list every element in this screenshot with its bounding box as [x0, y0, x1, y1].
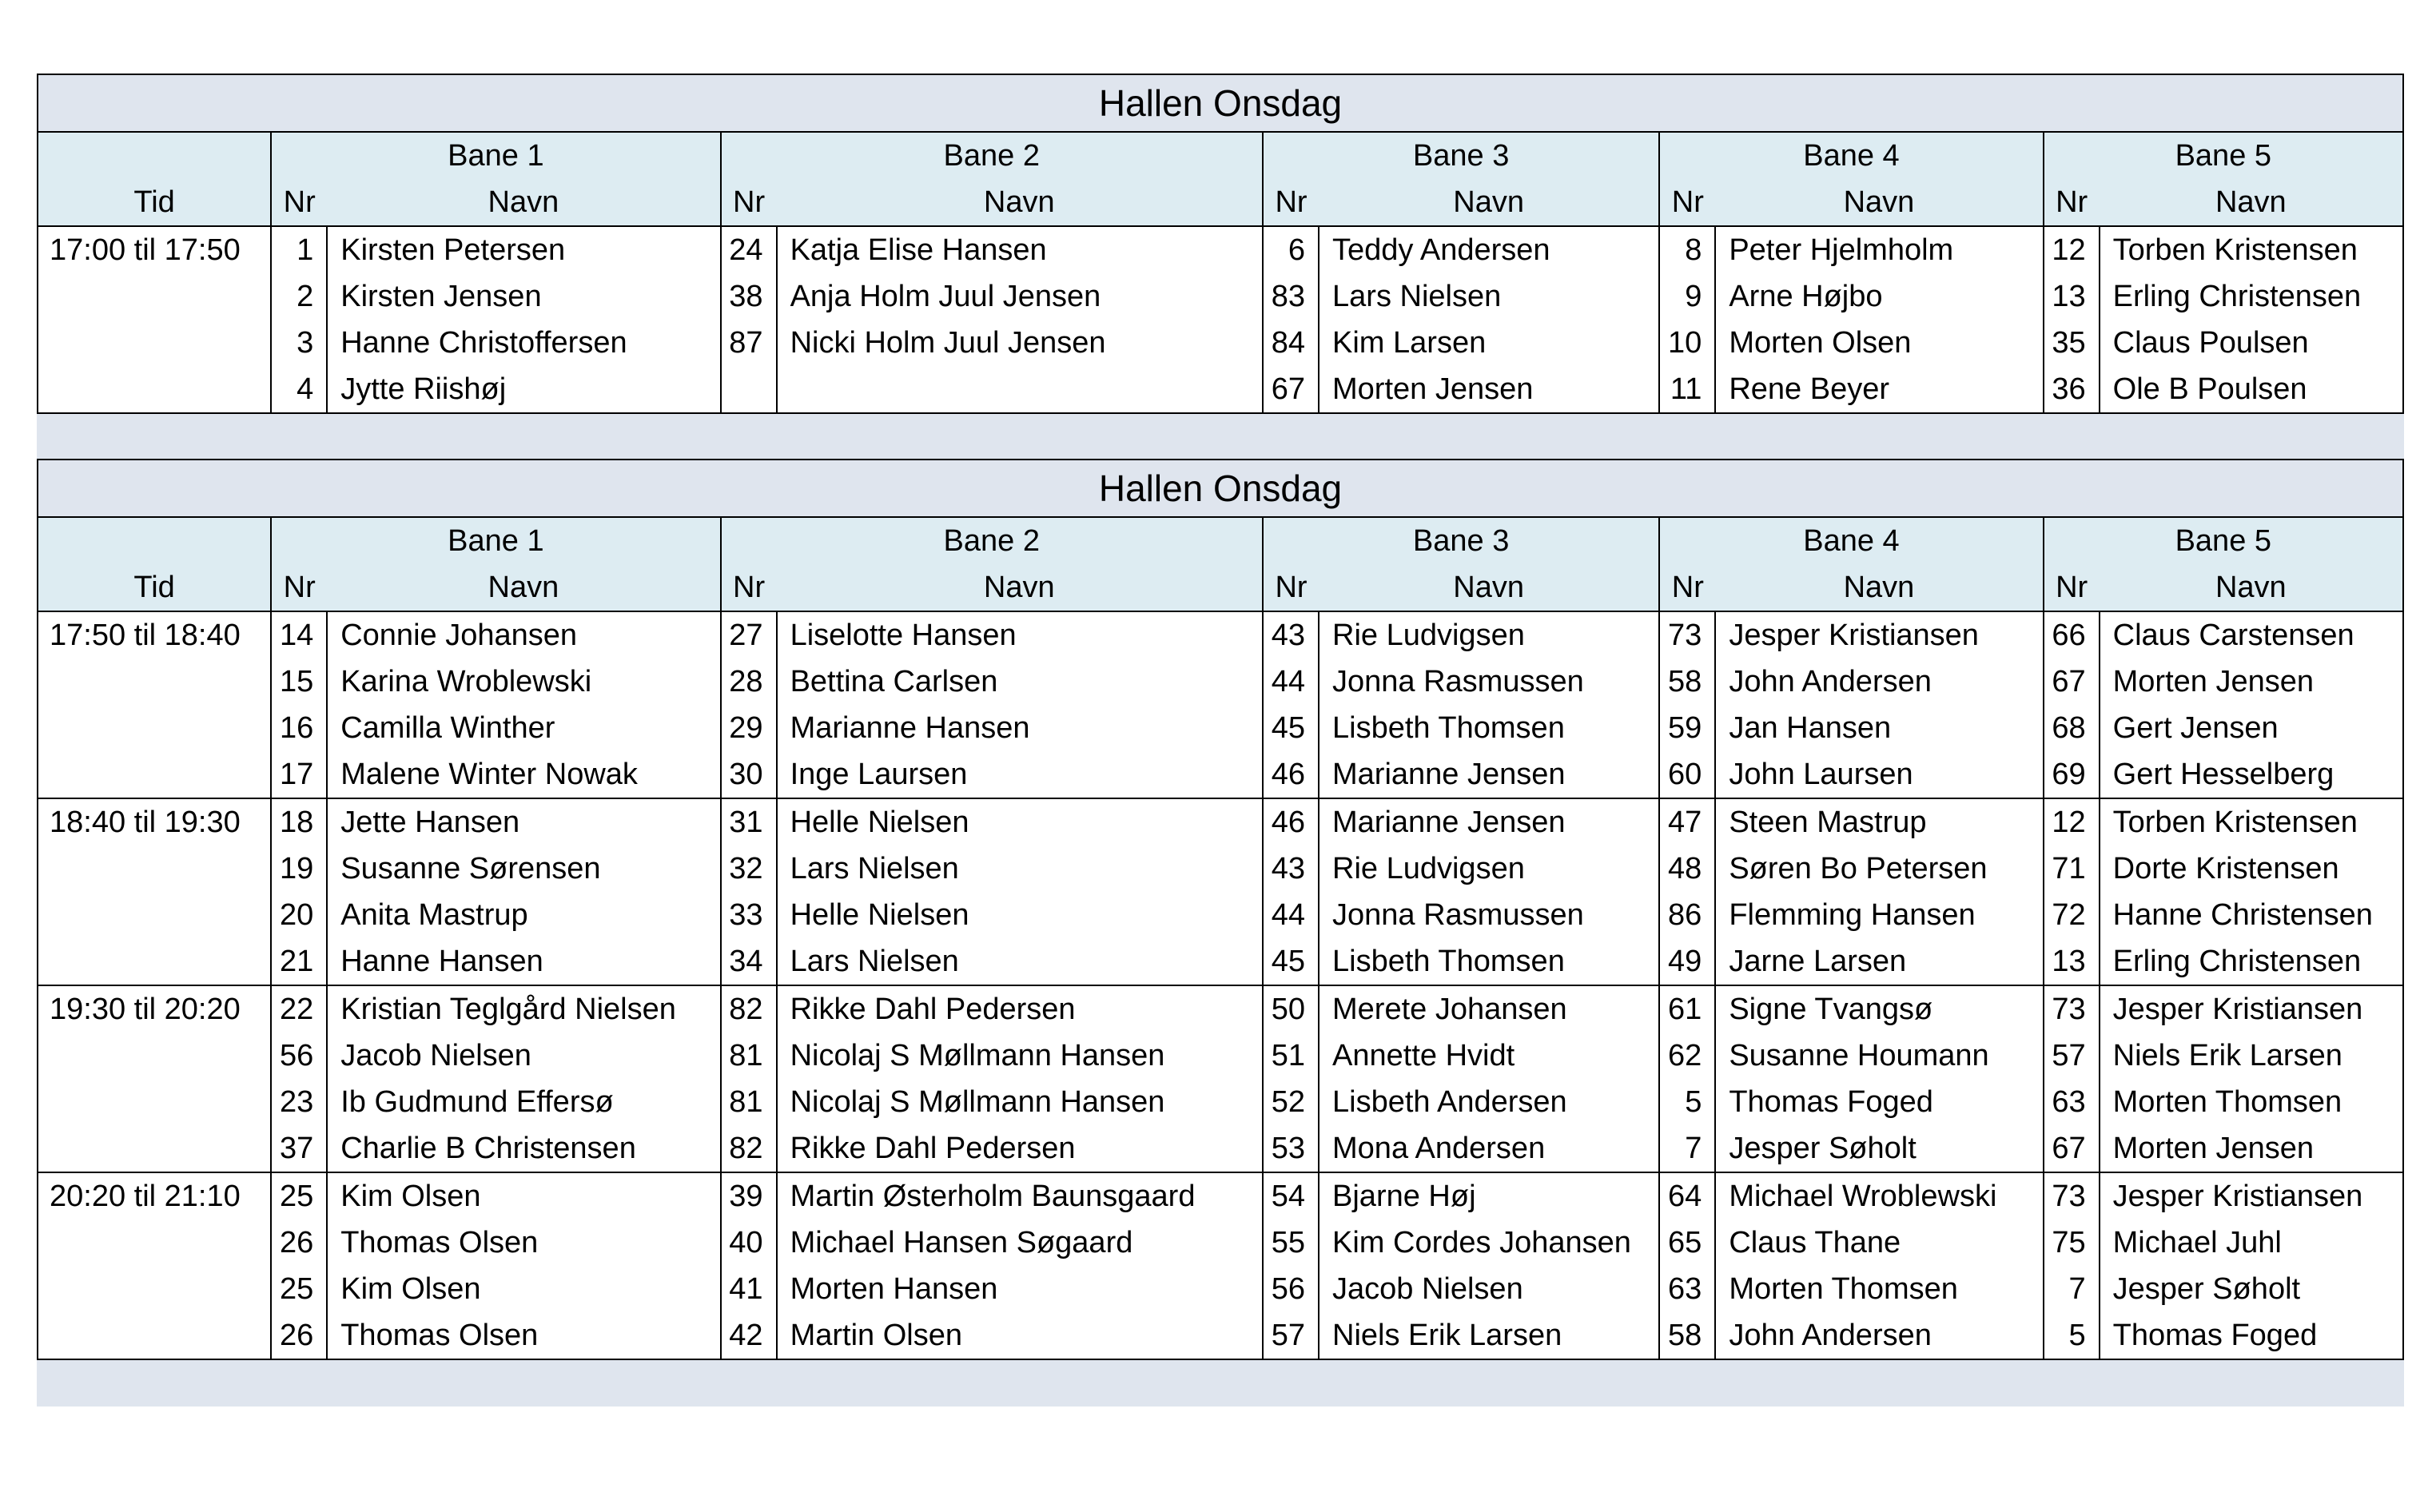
- player-name: Morten Jensen: [2100, 659, 2403, 705]
- player-nr: 13: [2044, 273, 2100, 320]
- player-name: Martin Olsen: [777, 1312, 1263, 1359]
- lane-header-2: Bane 2: [721, 133, 1263, 179]
- player-nr: 81: [721, 1079, 777, 1125]
- player-name: Morten Olsen: [1715, 320, 2043, 366]
- player-nr: 38: [721, 273, 777, 320]
- player-name: Bjarne Høj: [1319, 1172, 1659, 1220]
- player-nr: 22: [271, 985, 327, 1033]
- table-footer-bar: [37, 1360, 2404, 1407]
- column-header-tid: Tid: [38, 564, 271, 611]
- column-header-nr: Nr: [2044, 179, 2100, 226]
- player-name: Kim Olsen: [327, 1266, 720, 1312]
- table-row: [38, 1033, 2403, 1079]
- player-nr: 30: [721, 751, 777, 798]
- player-nr: 31: [721, 798, 777, 846]
- column-header-nr: Nr: [2044, 564, 2100, 611]
- player-nr: 62: [1659, 1033, 1715, 1079]
- table-row: [38, 1079, 2403, 1125]
- player-name: Steen Mastrup: [1715, 798, 2043, 846]
- table-body: [38, 611, 2403, 1359]
- player-name: Morten Jensen: [1319, 366, 1659, 413]
- player-nr: 25: [271, 1266, 327, 1312]
- player-nr: 43: [1263, 846, 1319, 892]
- player-nr: 56: [271, 1033, 327, 1079]
- schedule-table-2: [37, 459, 2404, 1407]
- player-name: Signe Tvangsø: [1715, 985, 2043, 1033]
- player-nr: 4: [271, 366, 327, 413]
- table-row: [38, 985, 2403, 1033]
- player-nr: 84: [1263, 320, 1319, 366]
- table-title: Hallen Onsdag: [37, 459, 2404, 518]
- player-nr: 87: [721, 320, 777, 366]
- column-header-tid: Tid: [38, 179, 271, 226]
- player-nr: 45: [1263, 938, 1319, 985]
- column-header-row: [38, 179, 2403, 226]
- lane-header-4: Bane 4: [1659, 133, 2043, 179]
- player-nr: 46: [1263, 751, 1319, 798]
- player-name: Michael Wroblewski: [1715, 1172, 2043, 1220]
- player-name: Ib Gudmund Effersø: [327, 1079, 720, 1125]
- player-name: Flemming Hansen: [1715, 892, 2043, 938]
- table-row: [38, 751, 2403, 798]
- player-name: Anja Holm Juul Jensen: [777, 273, 1263, 320]
- player-name: Jonna Rasmussen: [1319, 892, 1659, 938]
- table-row: [38, 798, 2403, 846]
- table-row: [38, 846, 2403, 892]
- lane-table: [37, 133, 2404, 414]
- time-slot: 20:20 til 21:10: [38, 1172, 271, 1359]
- player-name: Jan Hansen: [1715, 705, 2043, 751]
- player-name: Lisbeth Thomsen: [1319, 705, 1659, 751]
- player-nr: 86: [1659, 892, 1715, 938]
- player-nr: 47: [1659, 798, 1715, 846]
- player-name: Thomas Foged: [1715, 1079, 2043, 1125]
- player-name: Niels Erik Larsen: [1319, 1312, 1659, 1359]
- player-name: Thomas Olsen: [327, 1220, 720, 1266]
- player-name: Kirsten Petersen: [327, 226, 720, 273]
- player-nr: 44: [1263, 659, 1319, 705]
- header-blank-cell: [38, 133, 271, 179]
- player-nr: 11: [1659, 366, 1715, 413]
- player-name: Jarne Larsen: [1715, 938, 2043, 985]
- table-footer-bar: [37, 414, 2404, 460]
- table-row: [38, 320, 2403, 366]
- player-name: Jonna Rasmussen: [1319, 659, 1659, 705]
- player-name: Hanne Christensen: [2100, 892, 2403, 938]
- player-name: Claus Carstensen: [2100, 611, 2403, 659]
- player-name: Kim Larsen: [1319, 320, 1659, 366]
- player-nr: 1: [271, 226, 327, 273]
- player-nr: 73: [2044, 985, 2100, 1033]
- player-nr: 21: [271, 938, 327, 985]
- player-nr: 64: [1659, 1172, 1715, 1220]
- player-nr: 49: [1659, 938, 1715, 985]
- player-nr: 6: [1263, 226, 1319, 273]
- player-name: Dorte Kristensen: [2100, 846, 2403, 892]
- player-name: Nicki Holm Juul Jensen: [777, 320, 1263, 366]
- player-nr: 28: [721, 659, 777, 705]
- player-nr: 33: [721, 892, 777, 938]
- column-header-navn: Navn: [327, 564, 720, 611]
- lane-header-3: Bane 3: [1263, 518, 1659, 564]
- player-name: Kristian Teglgård Nielsen: [327, 985, 720, 1033]
- table-row: [38, 611, 2403, 659]
- player-name: Jacob Nielsen: [1319, 1266, 1659, 1312]
- player-nr: 17: [271, 751, 327, 798]
- player-nr: 37: [271, 1125, 327, 1172]
- player-nr: 40: [721, 1220, 777, 1266]
- player-nr: 19: [271, 846, 327, 892]
- column-header-navn: Navn: [777, 179, 1263, 226]
- table-row: [38, 1266, 2403, 1312]
- lane-header-5: Bane 5: [2044, 133, 2403, 179]
- table-header: [38, 518, 2403, 611]
- player-name: Gert Jensen: [2100, 705, 2403, 751]
- player-name: Jytte Riishøj: [327, 366, 720, 413]
- player-nr: 26: [271, 1220, 327, 1266]
- player-name: Connie Johansen: [327, 611, 720, 659]
- player-nr: 39: [721, 1172, 777, 1220]
- player-name: Lisbeth Andersen: [1319, 1079, 1659, 1125]
- player-name: Lars Nielsen: [1319, 273, 1659, 320]
- player-nr: 58: [1659, 1312, 1715, 1359]
- player-name: John Laursen: [1715, 751, 2043, 798]
- column-header-nr: Nr: [1263, 179, 1319, 226]
- player-name: Helle Nielsen: [777, 892, 1263, 938]
- player-nr: 69: [2044, 751, 2100, 798]
- column-header-nr: Nr: [271, 179, 327, 226]
- player-name: Michael Juhl: [2100, 1220, 2403, 1266]
- player-name: Bettina Carlsen: [777, 659, 1263, 705]
- column-header-navn: Navn: [2100, 179, 2403, 226]
- player-name: Rikke Dahl Pedersen: [777, 985, 1263, 1033]
- player-name: Liselotte Hansen: [777, 611, 1263, 659]
- column-header-navn: Navn: [1715, 564, 2043, 611]
- player-name: Kirsten Jensen: [327, 273, 720, 320]
- column-header-navn: Navn: [1319, 564, 1659, 611]
- player-nr: 25: [271, 1172, 327, 1220]
- player-name: Lars Nielsen: [777, 846, 1263, 892]
- player-name: Hanne Christoffersen: [327, 320, 720, 366]
- column-header-navn: Navn: [777, 564, 1263, 611]
- player-nr: 54: [1263, 1172, 1319, 1220]
- player-name: Kim Cordes Johansen: [1319, 1220, 1659, 1266]
- column-header-nr: Nr: [1263, 564, 1319, 611]
- player-name: Søren Bo Petersen: [1715, 846, 2043, 892]
- player-nr: 81: [721, 1033, 777, 1079]
- player-name: Lisbeth Thomsen: [1319, 938, 1659, 985]
- column-header-navn: Navn: [1319, 179, 1659, 226]
- lane-header-2: Bane 2: [721, 518, 1263, 564]
- player-name: Teddy Andersen: [1319, 226, 1659, 273]
- column-header-nr: Nr: [271, 564, 327, 611]
- player-name: Michael Hansen Søgaard: [777, 1220, 1263, 1266]
- player-name: John Andersen: [1715, 659, 2043, 705]
- player-nr: 27: [721, 611, 777, 659]
- player-nr: 3: [271, 320, 327, 366]
- player-name: Marianne Jensen: [1319, 798, 1659, 846]
- player-nr: 42: [721, 1312, 777, 1359]
- player-name: Jesper Kristiansen: [1715, 611, 2043, 659]
- player-name: Torben Kristensen: [2100, 226, 2403, 273]
- player-name: Claus Poulsen: [2100, 320, 2403, 366]
- player-nr: 41: [721, 1266, 777, 1312]
- table-row: [38, 705, 2403, 751]
- player-nr: 67: [2044, 659, 2100, 705]
- player-name: Merete Johansen: [1319, 985, 1659, 1033]
- player-name: John Andersen: [1715, 1312, 2043, 1359]
- player-name: Arne Højbo: [1715, 273, 2043, 320]
- player-nr: 18: [271, 798, 327, 846]
- column-header-nr: Nr: [721, 564, 777, 611]
- player-nr: 52: [1263, 1079, 1319, 1125]
- table-body: [38, 226, 2403, 413]
- player-nr: 36: [2044, 366, 2100, 413]
- player-nr: 35: [2044, 320, 2100, 366]
- player-name: Hanne Hansen: [327, 938, 720, 985]
- table-row: [38, 659, 2403, 705]
- player-nr: 63: [2044, 1079, 2100, 1125]
- lane-header-5: Bane 5: [2044, 518, 2403, 564]
- table-row: [38, 1125, 2403, 1172]
- player-nr: 5: [1659, 1079, 1715, 1125]
- player-nr: 32: [721, 846, 777, 892]
- player-name: Torben Kristensen: [2100, 798, 2403, 846]
- player-name: Kim Olsen: [327, 1172, 720, 1220]
- player-name: Lars Nielsen: [777, 938, 1263, 985]
- player-nr: 73: [1659, 611, 1715, 659]
- table-row: [38, 1172, 2403, 1220]
- player-nr: 5: [2044, 1312, 2100, 1359]
- player-nr: 48: [1659, 846, 1715, 892]
- player-nr: 24: [721, 226, 777, 273]
- player-nr: 68: [2044, 705, 2100, 751]
- player-name: Nicolaj S Møllmann Hansen: [777, 1079, 1263, 1125]
- player-nr: 56: [1263, 1266, 1319, 1312]
- player-name: Rene Beyer: [1715, 366, 2043, 413]
- player-name: Thomas Foged: [2100, 1312, 2403, 1359]
- schedule-table-1: [37, 74, 2404, 460]
- player-nr: 14: [271, 611, 327, 659]
- player-nr: 12: [2044, 798, 2100, 846]
- player-nr: 65: [1659, 1220, 1715, 1266]
- player-name: Erling Christensen: [2100, 938, 2403, 985]
- player-nr: 26: [271, 1312, 327, 1359]
- player-name: Rikke Dahl Pedersen: [777, 1125, 1263, 1172]
- player-nr: 83: [1263, 273, 1319, 320]
- player-name: Rie Ludvigsen: [1319, 846, 1659, 892]
- column-header-navn: Navn: [327, 179, 720, 226]
- time-slot: 17:50 til 18:40: [38, 611, 271, 798]
- player-name: Marianne Jensen: [1319, 751, 1659, 798]
- column-header-navn: Navn: [2100, 564, 2403, 611]
- player-name: Morten Thomsen: [1715, 1266, 2043, 1312]
- player-nr: 55: [1263, 1220, 1319, 1266]
- player-name: Jesper Kristiansen: [2100, 1172, 2403, 1220]
- player-name: Nicolaj S Møllmann Hansen: [777, 1033, 1263, 1079]
- player-name: Martin Østerholm Baunsgaard: [777, 1172, 1263, 1220]
- player-name: Susanne Houmann: [1715, 1033, 2043, 1079]
- table-row: [38, 1220, 2403, 1266]
- player-name: Ole B Poulsen: [2100, 366, 2403, 413]
- player-nr: 82: [721, 985, 777, 1033]
- player-name: Erling Christensen: [2100, 273, 2403, 320]
- player-name: Inge Laursen: [777, 751, 1263, 798]
- player-nr: 50: [1263, 985, 1319, 1033]
- player-name: Morten Jensen: [2100, 1125, 2403, 1172]
- player-nr: 57: [2044, 1033, 2100, 1079]
- player-nr: 7: [2044, 1266, 2100, 1312]
- player-name: Marianne Hansen: [777, 705, 1263, 751]
- player-nr: 34: [721, 938, 777, 985]
- player-nr: 29: [721, 705, 777, 751]
- column-header-row: [38, 564, 2403, 611]
- player-nr: 59: [1659, 705, 1715, 751]
- lane-header-row: [38, 133, 2403, 179]
- player-nr: 10: [1659, 320, 1715, 366]
- player-name: [777, 366, 1263, 413]
- player-nr: 58: [1659, 659, 1715, 705]
- player-nr: 16: [271, 705, 327, 751]
- player-name: Katja Elise Hansen: [777, 226, 1263, 273]
- player-name: Charlie B Christensen: [327, 1125, 720, 1172]
- player-nr: 72: [2044, 892, 2100, 938]
- player-nr: 66: [2044, 611, 2100, 659]
- player-nr: 71: [2044, 846, 2100, 892]
- player-nr: [721, 366, 777, 413]
- player-nr: 12: [2044, 226, 2100, 273]
- player-nr: 9: [1659, 273, 1715, 320]
- player-name: Rie Ludvigsen: [1319, 611, 1659, 659]
- lane-header-3: Bane 3: [1263, 133, 1659, 179]
- lane-header-1: Bane 1: [271, 133, 720, 179]
- table-title: Hallen Onsdag: [37, 74, 2404, 133]
- player-name: Susanne Sørensen: [327, 846, 720, 892]
- table-row: [38, 226, 2403, 273]
- table-row: [38, 366, 2403, 413]
- lane-table: [37, 518, 2404, 1360]
- player-name: Jesper Søholt: [1715, 1125, 2043, 1172]
- player-nr: 60: [1659, 751, 1715, 798]
- column-header-nr: Nr: [721, 179, 777, 226]
- player-nr: 20: [271, 892, 327, 938]
- table-row: [38, 892, 2403, 938]
- player-name: Thomas Olsen: [327, 1312, 720, 1359]
- player-nr: 8: [1659, 226, 1715, 273]
- player-nr: 7: [1659, 1125, 1715, 1172]
- lane-header-4: Bane 4: [1659, 518, 2043, 564]
- player-nr: 67: [1263, 366, 1319, 413]
- player-name: Morten Hansen: [777, 1266, 1263, 1312]
- player-name: Gert Hesselberg: [2100, 751, 2403, 798]
- lane-header-row: [38, 518, 2403, 564]
- player-nr: 82: [721, 1125, 777, 1172]
- time-slot: 19:30 til 20:20: [38, 985, 271, 1172]
- player-name: Anita Mastrup: [327, 892, 720, 938]
- player-nr: 23: [271, 1079, 327, 1125]
- player-nr: 43: [1263, 611, 1319, 659]
- player-nr: 44: [1263, 892, 1319, 938]
- player-name: Camilla Winther: [327, 705, 720, 751]
- player-name: Mona Andersen: [1319, 1125, 1659, 1172]
- player-nr: 51: [1263, 1033, 1319, 1079]
- player-nr: 46: [1263, 798, 1319, 846]
- time-slot: 18:40 til 19:30: [38, 798, 271, 985]
- player-name: Karina Wroblewski: [327, 659, 720, 705]
- player-nr: 13: [2044, 938, 2100, 985]
- player-nr: 75: [2044, 1220, 2100, 1266]
- header-blank-cell: [38, 518, 271, 564]
- column-header-nr: Nr: [1659, 179, 1715, 226]
- player-name: Jesper Kristiansen: [2100, 985, 2403, 1033]
- column-header-nr: Nr: [1659, 564, 1715, 611]
- table-row: [38, 273, 2403, 320]
- player-name: Jette Hansen: [327, 798, 720, 846]
- player-name: Morten Thomsen: [2100, 1079, 2403, 1125]
- table-row: [38, 1312, 2403, 1359]
- player-name: Peter Hjelmholm: [1715, 226, 2043, 273]
- player-name: Niels Erik Larsen: [2100, 1033, 2403, 1079]
- player-nr: 61: [1659, 985, 1715, 1033]
- player-name: Claus Thane: [1715, 1220, 2043, 1266]
- table-header: [38, 133, 2403, 226]
- player-nr: 15: [271, 659, 327, 705]
- player-nr: 53: [1263, 1125, 1319, 1172]
- table-row: [38, 938, 2403, 985]
- time-slot: 17:00 til 17:50: [38, 226, 271, 413]
- player-name: Annette Hvidt: [1319, 1033, 1659, 1079]
- player-nr: 63: [1659, 1266, 1715, 1312]
- player-nr: 45: [1263, 705, 1319, 751]
- player-name: Jacob Nielsen: [327, 1033, 720, 1079]
- player-name: Jesper Søholt: [2100, 1266, 2403, 1312]
- player-name: Malene Winter Nowak: [327, 751, 720, 798]
- player-nr: 67: [2044, 1125, 2100, 1172]
- player-nr: 2: [271, 273, 327, 320]
- player-nr: 57: [1263, 1312, 1319, 1359]
- column-header-navn: Navn: [1715, 179, 2043, 226]
- player-nr: 73: [2044, 1172, 2100, 1220]
- lane-header-1: Bane 1: [271, 518, 720, 564]
- player-name: Helle Nielsen: [777, 798, 1263, 846]
